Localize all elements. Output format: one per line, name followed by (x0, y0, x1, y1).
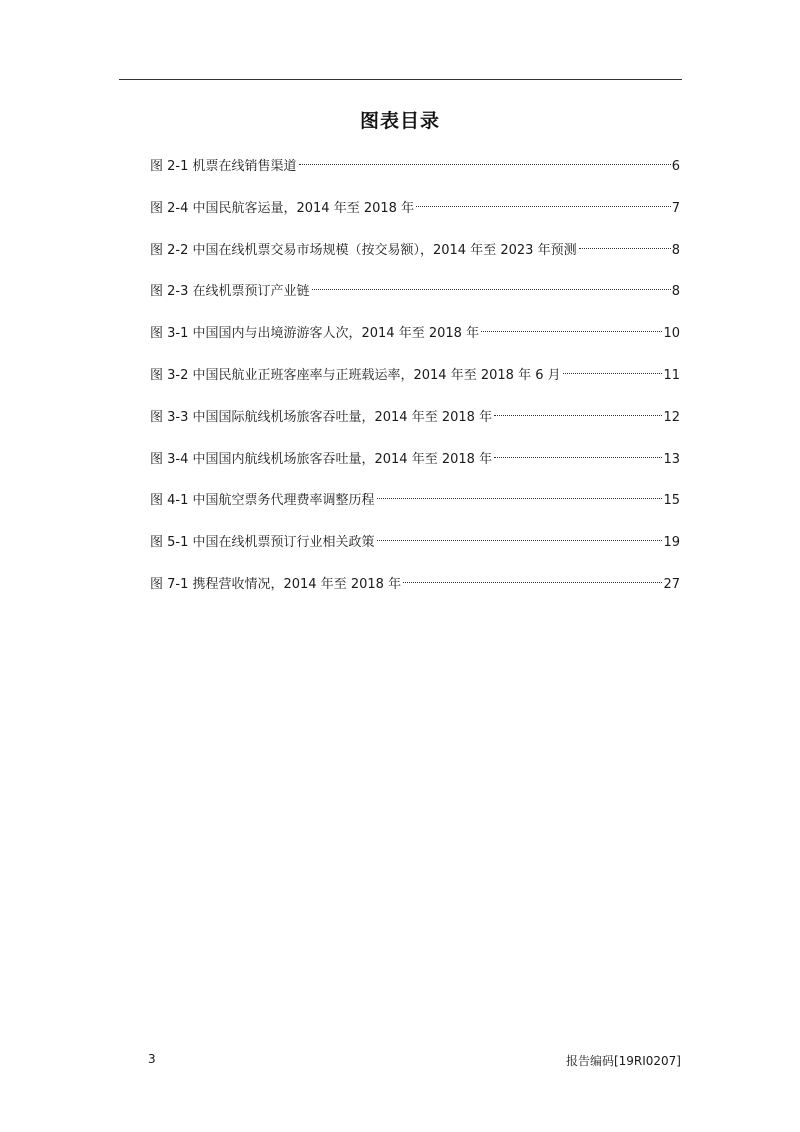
toc-entry-page: 13 (663, 451, 680, 467)
toc-entry-title: 图 2-2 中国在线机票交易市场规模（按交易额），2014 年至 2023 年预测 (150, 242, 577, 258)
toc-entry-page: 8 (671, 284, 680, 300)
toc-entry-title: 图 3-4 中国国内航线机场旅客吞吐量，2014 年至 2018 年 (150, 451, 493, 467)
toc-entry-title: 图 2-1 机票在线销售渠道 (150, 159, 297, 174)
header-rule (119, 79, 682, 80)
toc-entry-fig-3-4[interactable] (150, 443, 680, 485)
toc-entry-title: 图 3-2 中国民航业正班客座率与正班载运率，2014 年至 2018 年 6 月 (150, 367, 561, 383)
toc-entry-page: 19 (663, 535, 680, 551)
toc-entry-title: 图 4-1 中国航空票务代理费率调整历程 (150, 493, 375, 509)
toc-entry-leader (563, 359, 663, 379)
toc-entry-leader (494, 401, 662, 421)
toc-entry-fig-3-2[interactable] (150, 359, 680, 401)
footer-page-number: 3 (148, 1052, 156, 1066)
toc-entry-leader (579, 234, 671, 254)
toc-entry-fig-3-1[interactable] (150, 317, 680, 359)
toc-entry-leader (403, 568, 662, 588)
toc-entry-fig-2-2[interactable] (150, 234, 680, 276)
footer-report-code: 报告编码[19RI0207] (565, 1054, 681, 1068)
toc-entry-title: 图 3-1 中国国内与出境游游客人次，2014 年至 2018 年 (150, 326, 480, 342)
toc-entry-page: 10 (663, 326, 680, 342)
toc-entry-page: 7 (671, 200, 680, 216)
toc-entry-fig-5-1[interactable] (150, 526, 680, 568)
toc-entry-page: 8 (671, 242, 680, 258)
toc-list (150, 150, 680, 610)
toc-entry-fig-2-3[interactable] (150, 275, 680, 317)
toc-entry-fig-7-1[interactable] (150, 568, 680, 610)
toc-entry-title: 图 2-4 中国民航客运量，2014 年至 2018 年 (150, 200, 415, 216)
toc-entry-page: 15 (663, 493, 680, 509)
toc-entry-page: 12 (663, 409, 680, 425)
toc-entry-leader (299, 150, 671, 170)
toc-entry-leader (377, 484, 663, 504)
toc-entry-fig-2-1[interactable] (150, 150, 680, 192)
toc-entry-title: 图 7-1 携程营收情况，2014 年至 2018 年 (150, 576, 402, 592)
toc-entry-fig-4-1[interactable] (150, 484, 680, 526)
toc-entry-leader (481, 317, 662, 337)
toc-entry-title: 图 2-3 在线机票预订产业链 (150, 284, 310, 300)
toc-entry-leader (416, 192, 671, 212)
toc-entry-leader (494, 443, 662, 463)
toc-entry-title: 图 3-3 中国国际航线机场旅客吞吐量，2014 年至 2018 年 (150, 409, 493, 425)
toc-entry-title: 图 5-1 中国在线机票预订行业相关政策 (150, 535, 375, 551)
toc-entry-fig-3-3[interactable] (150, 401, 680, 443)
toc-entry-page: 6 (671, 159, 680, 174)
toc-entry-page: 11 (663, 367, 680, 383)
toc-entry-fig-2-4[interactable] (150, 192, 680, 234)
toc-title: 图表目录 (359, 110, 440, 132)
toc-entry-leader (312, 275, 671, 295)
toc-entry-leader (377, 526, 663, 546)
toc-entry-page: 27 (663, 576, 680, 592)
